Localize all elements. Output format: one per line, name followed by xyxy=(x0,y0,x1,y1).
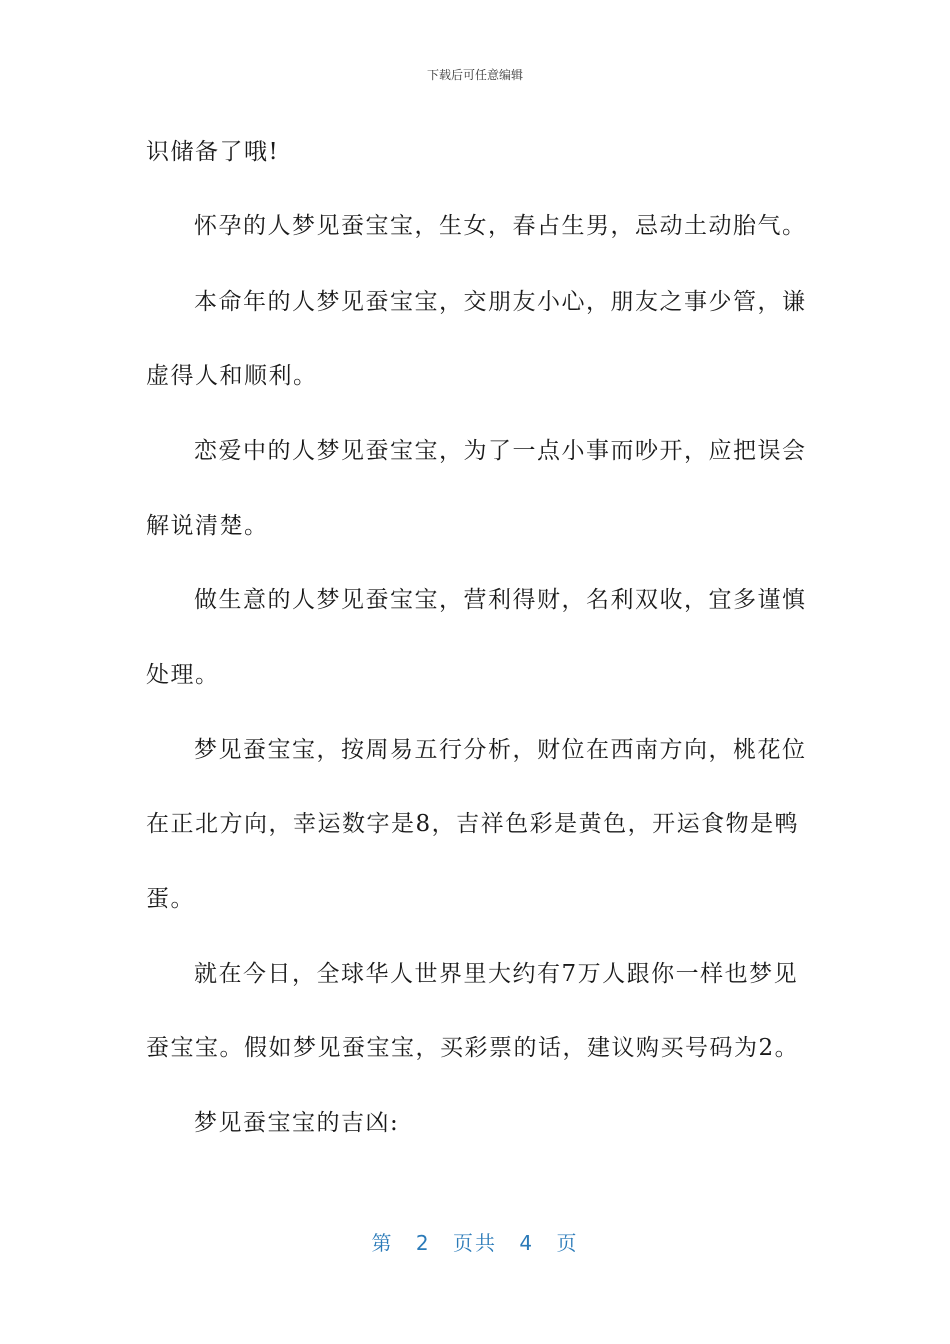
paragraph-line: 怀孕的人梦见蚕宝宝，生女，春占生男，忌动土动胎气。 xyxy=(194,213,807,239)
paragraph-line: 梦见蚕宝宝，按周易五行分析，财位在西南方向，桃花位 xyxy=(194,737,807,763)
footer-ye: 页 xyxy=(556,1231,579,1255)
footer-total-pages: 4 xyxy=(519,1231,535,1255)
paragraph-line: 恋爱中的人梦见蚕宝宝，为了一点小事而吵开，应把误会 xyxy=(194,438,807,464)
page-header-note: 下载后可任意编辑 xyxy=(426,68,523,82)
footer-ye-gong: 页共 xyxy=(453,1231,497,1255)
text-line: 蚕宝宝。假如梦见蚕宝宝，买彩票的话，建议购买号码为2。 xyxy=(146,1035,800,1061)
text-line: 解说清楚。 xyxy=(146,513,269,539)
text-line: 处理。 xyxy=(146,662,220,688)
text-line: 虚得人和顺利。 xyxy=(146,363,318,389)
page-footer xyxy=(0,1227,950,1256)
paragraph-line: 梦见蚕宝宝的吉凶: xyxy=(194,1110,400,1136)
paragraph-line: 做生意的人梦见蚕宝宝，营利得财，名利双收，宜多谨慎 xyxy=(194,587,807,613)
text-line: 在正北方向，幸运数字是8，吉祥色彩是黄色，开运食物是鸭 xyxy=(146,811,800,837)
text-line: 识储备了哦! xyxy=(146,139,280,165)
text-line: 蛋。 xyxy=(146,886,195,912)
paragraph-line: 本命年的人梦见蚕宝宝，交朋友小心，朋友之事少管，谦 xyxy=(194,289,807,315)
paragraph-line: 就在今日，全球华人世界里大约有7万人跟你一样也梦见 xyxy=(194,961,799,987)
footer-page-number: 2 xyxy=(415,1231,431,1255)
footer-di: 第 xyxy=(371,1231,394,1255)
